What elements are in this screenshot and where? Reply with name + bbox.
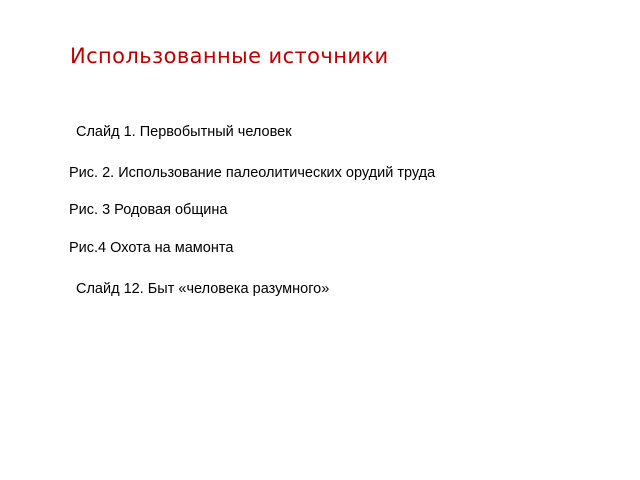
source-item-fig-4: Рис.4 Охота на мамонта (69, 240, 234, 256)
source-item-slide-12: Слайд 12. Быт «человека разумного» (76, 281, 330, 297)
source-item-fig-2: Рис. 2. Использование палеолитических орудий труда (69, 165, 436, 181)
source-item-slide-1: Слайд 1. Первобытный человек (76, 124, 292, 140)
source-item-fig-3: Рис. 3 Родовая община (69, 202, 228, 218)
slide-title: Использованные источники (70, 44, 389, 68)
